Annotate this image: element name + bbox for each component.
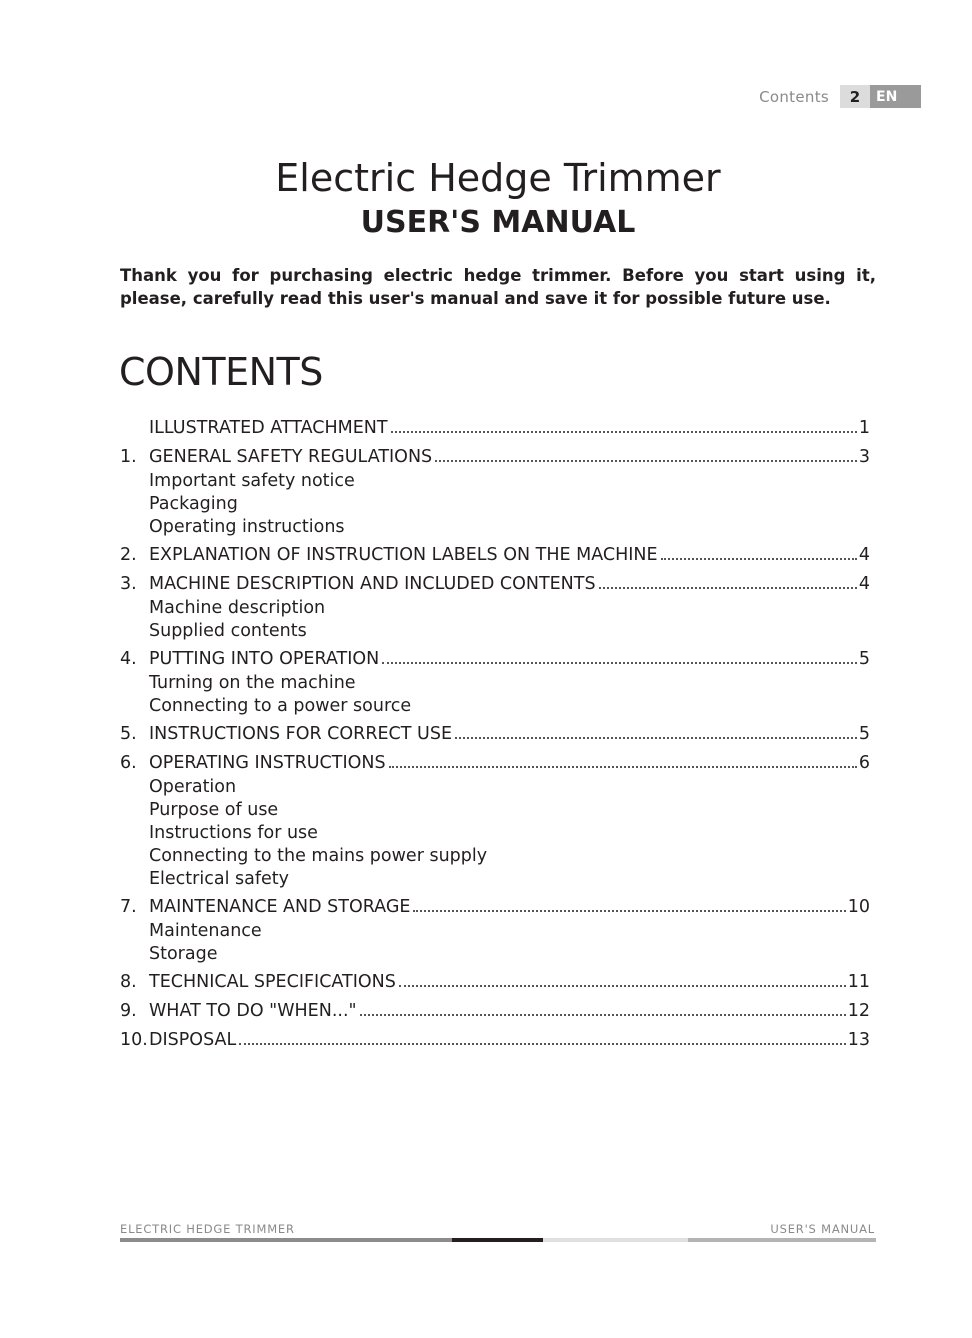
toc-subitem: Supplied contents [149, 621, 307, 641]
toc-label: WHAT TO DO "WHEN..." [149, 1001, 357, 1021]
toc-number: 10. [120, 1030, 148, 1050]
toc-leader-dots [360, 1014, 846, 1016]
toc-line [120, 1030, 870, 1053]
toc-number: 4. [120, 649, 137, 669]
toc-line [120, 972, 870, 995]
toc-line [120, 649, 870, 672]
toc-entry [120, 897, 870, 966]
toc-number: 8. [120, 972, 137, 992]
toc-label: OPERATING INSTRUCTIONS [149, 753, 386, 773]
toc-entry [120, 1030, 870, 1053]
toc-label: MACHINE DESCRIPTION AND INCLUDED CONTENTS [149, 574, 596, 594]
toc-label: EXPLANATION OF INSTRUCTION LABELS ON THE MACHINE [149, 545, 658, 565]
toc-page-number: 11 [847, 972, 870, 992]
toc-number: 1. [120, 447, 137, 467]
toc-subitem: Important safety notice [149, 471, 355, 491]
header-language-tag: EN [870, 85, 921, 108]
toc-subitem: Maintenance [149, 921, 262, 941]
toc-subitem: Storage [149, 944, 218, 964]
footer-bar [120, 1238, 876, 1242]
toc-subitem: Connecting to the mains power supply [149, 846, 488, 866]
toc-page-number: 1 [858, 418, 870, 438]
toc-line [120, 545, 870, 568]
toc-line [120, 1001, 870, 1024]
footer-left-label: ELECTRIC HEDGE TRIMMER [120, 1222, 295, 1236]
toc-line [120, 897, 870, 920]
toc-entry [120, 972, 870, 995]
toc-label: GENERAL SAFETY REGULATIONS [149, 447, 433, 467]
toc-subitem: Machine description [149, 598, 326, 618]
document-title: Electric Hedge Trimmer [275, 156, 721, 200]
toc-entry [120, 724, 870, 747]
toc-subitem: Packaging [149, 494, 238, 514]
toc-leader-dots [435, 460, 857, 462]
toc-leader-dots [389, 766, 857, 768]
toc-line [120, 574, 870, 597]
toc-number: 5. [120, 724, 137, 744]
toc-line [120, 447, 870, 470]
document-subtitle: USER'S MANUAL [360, 205, 636, 240]
toc-entry [120, 447, 870, 539]
toc-label: ILLUSTRATED ATTACHMENT [149, 418, 388, 438]
toc-page-number: 5 [858, 724, 870, 744]
toc-leader-dots [239, 1043, 845, 1045]
toc-entry [120, 649, 870, 718]
table-of-contents [120, 418, 870, 1059]
header-section-label: Contents [759, 87, 829, 106]
toc-label: PUTTING INTO OPERATION [149, 649, 380, 669]
toc-leader-dots [382, 662, 857, 664]
toc-subitem: Instructions for use [149, 823, 318, 843]
toc-label: TECHNICAL SPECIFICATIONS [149, 972, 396, 992]
toc-page-number: 10 [847, 897, 870, 917]
footer-bar-segment [543, 1238, 688, 1242]
toc-number: 2. [120, 545, 137, 565]
toc-number: 7. [120, 897, 137, 917]
toc-label: INSTRUCTIONS FOR CORRECT USE [149, 724, 453, 744]
toc-entry [120, 418, 870, 441]
toc-subitem: Operation [149, 777, 237, 797]
toc-entry [120, 574, 870, 643]
toc-page-number: 12 [847, 1001, 870, 1021]
toc-page-number: 5 [858, 649, 870, 669]
toc-page-number: 13 [847, 1030, 870, 1050]
toc-subitem: Purpose of use [149, 800, 279, 820]
toc-page-number: 6 [858, 753, 870, 773]
toc-subitem: Turning on the machine [149, 673, 356, 693]
footer-bar-segment [688, 1238, 876, 1242]
toc-entry [120, 1001, 870, 1024]
toc-entry [120, 753, 870, 891]
toc-leader-dots [413, 910, 845, 912]
toc-page-number: 3 [858, 447, 870, 467]
toc-line [120, 753, 870, 776]
toc-label: DISPOSAL [149, 1030, 237, 1050]
toc-line [120, 724, 870, 747]
footer-bar-segment [120, 1238, 452, 1242]
toc-leader-dots [599, 587, 857, 589]
toc-label: MAINTENANCE AND STORAGE [149, 897, 411, 917]
toc-page-number: 4 [858, 545, 870, 565]
toc-page-number: 4 [858, 574, 870, 594]
toc-subitem: Operating instructions [149, 517, 345, 537]
contents-heading: CONTENTS [119, 350, 323, 394]
header-page-number: 2 [840, 85, 870, 108]
toc-line [120, 418, 870, 441]
toc-number: 9. [120, 1001, 137, 1021]
footer-bar-segment [452, 1238, 543, 1242]
toc-subitem: Connecting to a power source [149, 696, 412, 716]
toc-leader-dots [455, 737, 857, 739]
intro-paragraph: Thank you for purchasing electric hedge trimmer. Before you start using it, please, carefully read this user's manual and save it for possible future use. [120, 266, 876, 308]
toc-leader-dots [661, 558, 857, 560]
page-header [759, 85, 921, 108]
footer-right-label: USER'S MANUAL [770, 1222, 875, 1236]
toc-number: 6. [120, 753, 137, 773]
toc-leader-dots [391, 431, 857, 433]
toc-number: 3. [120, 574, 137, 594]
toc-leader-dots [399, 985, 846, 987]
toc-entry [120, 545, 870, 568]
toc-subitem: Electrical safety [149, 869, 289, 889]
